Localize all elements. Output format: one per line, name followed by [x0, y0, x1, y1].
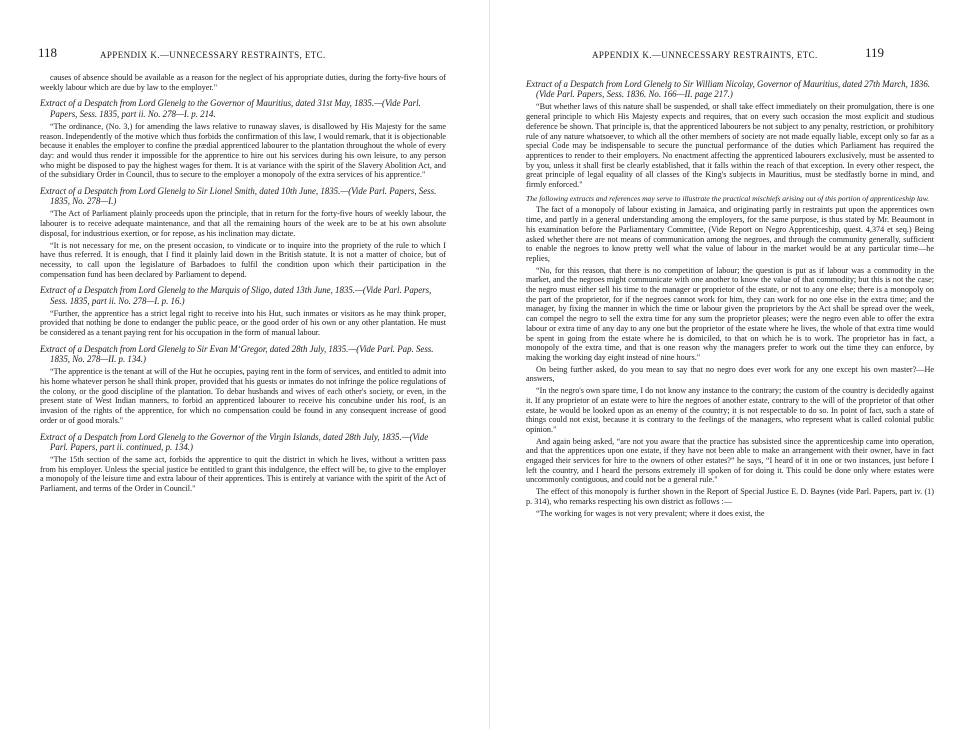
editorial-note: The following extracts and references may serve to illustrate the practical mischiefs arising out of this portion of apprenticeship law. — [526, 193, 930, 203]
paragraph: “In the negro's own spare time, I do not know any instance to the contrary; the custom of the country is decidedly against it. If any proprietor of an estate were to hire the negroes of another estate, contrary to the will of the proprietor of that other estate, he would be looked upon as an enemy of the country; it is not respectable to do so. In point of fact, such a state of things could not exist, because it is contrary to the feelings of the managers, who represent what is called colonial public opinion." — [526, 386, 934, 434]
running-head: APPENDIX K.—UNNECESSARY RESTRAINTS, ETC. — [592, 50, 818, 60]
paragraph: “It is not necessary for me, on the present occasion, to vindicate or to inquire into the propriety of the rule to which I have thus referred. It is enough, that I find it plainly laid down in the British statute. It is not a matter of choice, but of necessity, to call upon the legislature of Barbadoes to fulfil the condition upon which their participation in the compensation fund has been declared by Parliament to depend. — [40, 240, 446, 279]
paragraph: “No, for this reason, that there is no competition of labour; the question is put as if labour was a commodity in the market, and the negroes might communicate with one another to know the value of that commodity; but this is not the case; the negro must either sell his time to the manager or proprietor of the estate, or not to any one else; there is a monopoly on the part of the proprietor, for if the negroes cannot work for him, they can work for no one else in the extra time; and the manager, by fixing the manner in which the time or labour given the proprietors by the Act shall be spread over the week, can compel the negro to sell the extra time for any sum the proprietor pleases; were the negro even able to offer the extra labour or extra time of any day to any one but the proprietor of the estate where he lives, the whole of that extra time would be spent in going from the estate where he is domiciled, to that on which he is to work. The proprietor has in fact, a monopoly of the extra time, and that is one reason why the managers prefer to work out the time they can enforce, by making the working day eight instead of nine hours." — [526, 265, 934, 362]
paragraph: “Further, the apprentice has a strict legal right to receive into his Hut, such inmates or visitors as he may think proper, provided that nothing be done to endanger the public peace, or the good order of his own or any other plantation. He must be considered as a tenant paying rent for his occupation in the form of manual labour. — [40, 308, 446, 338]
extract-heading: Extract of a Despatch from Lord Glenelg to the Governor of the Virgin Islands, dated 28th July, 1835.—(Vide Parl. Papers, part ii. continued, p. 134.) — [40, 431, 429, 452]
paragraph: “The 15th section of the same act, forbids the apprentice to quit the district in which he lives, without a written pass from his employer. Unless the special justice be entitled to grant this indulgence, the effect will be, to give to the employer a monopoly of the leisure time and extra labour of their apprentices. This is entirely at variance with the spirit of the Act of Parliament, and terms of the Order in Council." — [40, 454, 446, 494]
right-page — [490, 0, 980, 729]
paragraph: “The apprentice is the tenant at will of the Hut he occupies, paying rent in the form of services, and entitled to admit into his home whatever person he shall think proper, provided that his guests or inmates do not infringe the police regulations of the colony, or the good discipline of the plantation. To debar husbands and wives of each other's society, or even, in the present state of West Indian manners, to forbid an apprenticed labourer to receive his concubine under his roof, is an invasion of the rights of the apprentice, for which no compensation could be found in any consequent increase of good order or of good morals." — [40, 367, 446, 425]
page-number: 119 — [865, 45, 885, 60]
paragraph: The effect of this monopoly is further shown in the Report of Special Justice E. D. Baynes (vide Parl. Papers, part iv. (1) p. 314), who remarks respecting his own district as follows :— — [526, 487, 934, 506]
paragraph: “But whether laws of this nature shall be suspended, or shall take effect immediately on their promulgation, there is one general principle to which His Majesty expects and requires, that on every such occasion the most explicit and studious deference be shown. That principle is, that the apprenticed labourers be not subject to any penalty, restriction, or prohibitory rule of any nature whatsoever, to which all the other members of society are not made equally liable, except only so far as a special Code may be indispensable to secure the punctual performance of the duties which Parliament has required the apprentices to render to their employers. No enactment affecting the apprenticed labourers exclusively, must be assented to by you, unless it shall first be clearly established, that it falls within the reach of that exception. In every other respect, the great principle of legal equality of all classes of the King's subjects in Mauritius, must be stedfastly borne in mind, and firmly enforced." — [526, 102, 934, 190]
paragraph: The fact of a monopoly of labour existing in Jamaica, and originating partly in restraints put upon the apprentices own time, and partly in a general understanding among the employers, for the same purpose, is thus stated by Mr. Beaumont in his examination before the Parliamentary Committee, (Vide Report on Negro Apprenticeship, quest. 4,374 et seq.) Being asked whether there are not means of communication among the negroes, and through the community generally, sufficient to enable the negroes to know pretty well what the value of labour in the market would be at any particular time—he replies, — [526, 205, 934, 263]
text-column — [526, 73, 934, 520]
paragraph: “The Act of Parliament plainly proceeds upon the principle, that in return for the forty-five hours of weekly labour, the labourer is to receive adequate maintenance, and that all the remaining hours of the week are to be at his own absolute disposal, for industrious exertion, or for repose, as his inclination may dictate. — [40, 209, 446, 238]
paragraph: On being further asked, do you mean to say that no negro does ever work for any one except his own master?—He answers, — [526, 364, 934, 384]
extract-heading: Extract of a Despatch from Lord Glenelg to the Marquis of Sligo, dated 13th June, 1835.—(Vide Parl. Papers, Sess. 1835, part ii. No. 278—I. p. 16.) — [40, 285, 432, 306]
paragraph: causes of absence should be available as a reason for the neglect of his appropriate duties, during the forty-five hours of weekly labour which are due by law to the employer." — [40, 73, 446, 92]
page-number: 118 — [38, 45, 58, 60]
extract-heading: Extract of a Despatch from Lord Glenelg to Sir Lionel Smith, dated 10th June, 1835.—(Vide Parl. Papers, Sess. 1835, No. 278—I.) — [40, 186, 437, 207]
text-column — [40, 73, 446, 496]
extract-heading: Extract of a Despatch from Lord Glenelg to Sir William Nicolay, Governor of Mauritius, dated 27th March, 1836. (Vide Parl. Papers, Sess. 1836. No. 166—II. page 217.) — [526, 79, 931, 100]
paragraph: “The working for wages is not very prevalent; where it does exist, the — [536, 508, 765, 518]
running-head: APPENDIX K.—UNNECESSARY RESTRAINTS, ETC. — [100, 50, 326, 60]
extract-heading: Extract of a Despatch from Lord Glenelg to the Governor of Mauritius, dated 31st May, 1835.—(Vide Parl. Papers, Sess. 1835, part ii. No. 278—I. p. 214. — [40, 98, 421, 119]
paragraph: And again being asked, “are not you aware that the practice has subsisted since the apprenticeship came into operation, and that the apprentices upon one estate, if they have not been able to make an arrangement with their owner, have in fact engaged their services for hire to the owners of other estates?” he says, “I heard of it in one or two instances, just before I left the country, and I heard the persons extremely ill spoken of for doing it. This could be done only where estates were uncommonly contiguous, and could not be a general rule." — [526, 436, 934, 485]
extract-heading: Extract of a Despatch from Lord Glenelg to Sir Evan M‘Gregor, dated 28th July, 1835.—(Vide Parl. Pap. Sess. 1835, No. 278—II. p. 134.) — [40, 343, 434, 365]
paragraph: “The ordinance, (No. 3,) for amending the laws relative to runaway slaves, is disallowed by His Majesty for the same reason. Independently of the motive which thus forbids the confirmation of this law, I would remark, that it is objectionable because it enables the employer to confine the prædial apprenticed labourer to the plantation throughout the whole of every day: and would thus render it impossible for the apprentice to hire out his services during his own leisure, to any person who might be disposed to pay the highest wages for them. It is at variance with the spirit of the Slavery Abolition Act, and of the subsidiary Order in Council, thus to secure to the employer a monopoly of the extra services of his apprentice." — [40, 121, 446, 180]
